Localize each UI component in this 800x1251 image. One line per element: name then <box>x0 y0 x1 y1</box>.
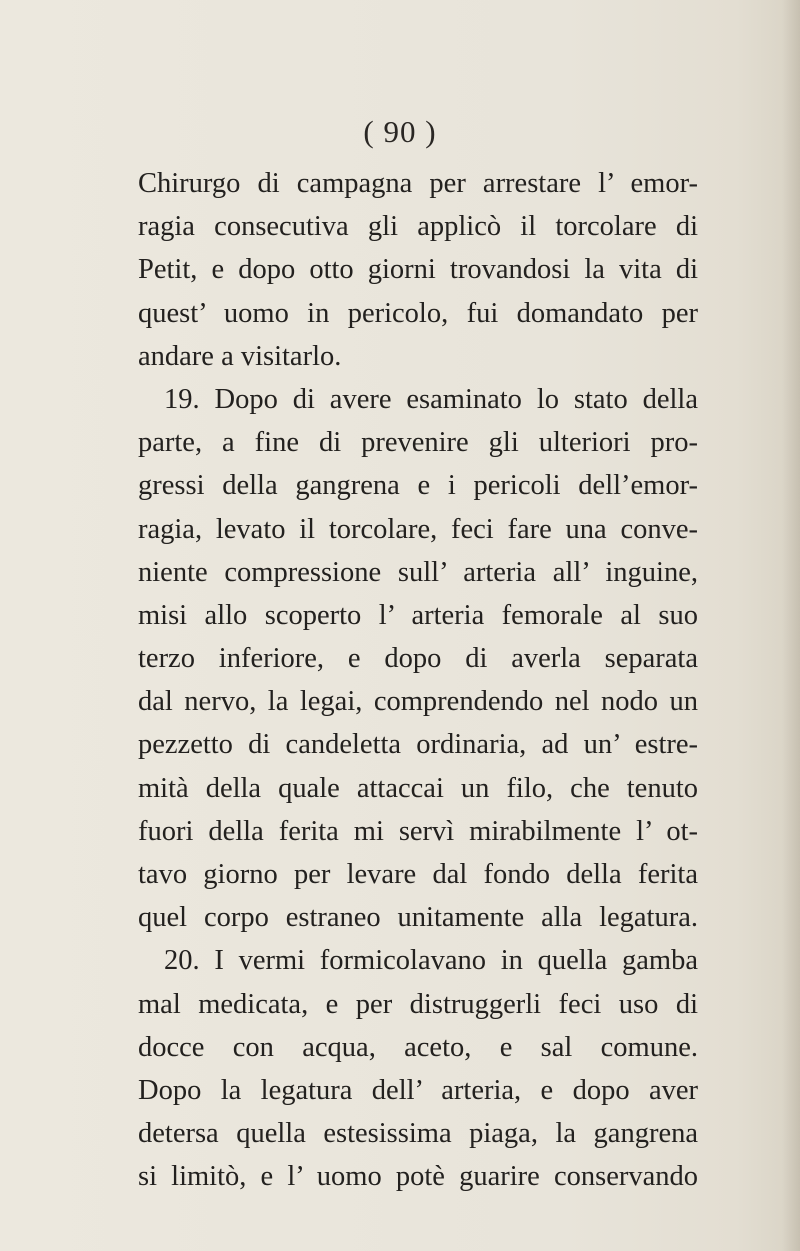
text-line: niente compressione sull’ arteria all’ inguine, <box>138 556 698 588</box>
text-line: terzo inferiore, e dopo di averla separata <box>138 643 698 675</box>
text-line: Petit, e dopo otto giorni trovandosi la vita di <box>138 254 698 286</box>
text-line: tavo giorno per levare dal fondo della ferita <box>138 859 698 890</box>
text-line: quest’ uomo in pericolo, fui domandato per <box>138 297 698 329</box>
text-line: pezzetto di candeletta ordinaria, ad un’ estre- <box>138 729 698 761</box>
text-line: gressi della gangrena e i pericoli dell’emor- <box>138 470 698 502</box>
text-line: dal nervo, la legai, comprendendo nel nodo un <box>138 686 698 718</box>
body-text <box>138 162 698 1199</box>
text-line: ragia, levato il torcolare, feci fare una conve- <box>138 513 698 545</box>
text-line: quel corpo estraneo unitamente alla legatura. <box>138 902 698 934</box>
text-line: fuori della ferita mi servì mirabilmente l’ ot- <box>138 815 698 847</box>
text-line: mità della quale attaccai un filo, che tenuto <box>138 772 698 804</box>
text-line: 19. Dopo di avere esaminato lo stato della <box>164 383 698 415</box>
text-line: ragia consecutiva gli applicò il torcolare di <box>138 211 698 243</box>
text-line: parte, a fine di prevenire gli ulteriori pro- <box>138 427 698 459</box>
text-line: detersa quella estesissima piaga, la gangrena <box>138 1118 698 1150</box>
text-line: misi allo scoperto l’ arteria femorale al suo <box>138 599 698 631</box>
page-number: ( 90 ) <box>363 114 437 149</box>
text-line: andare a visitarlo. <box>138 340 342 372</box>
text-line: Chirurgo di campagna per arrestare l’ emor- <box>138 168 698 199</box>
text-line: 20. I vermi formicolavano in quella gamba <box>164 945 698 977</box>
page-edge-shadow <box>782 0 800 1251</box>
text-line: docce con acqua, aceto, e sal comune. <box>138 1031 698 1063</box>
text-line: Dopo la legatura dell’ arteria, e dopo aver <box>138 1074 698 1106</box>
text-line: mal medicata, e per distruggerli feci uso di <box>138 988 698 1020</box>
text-line: si limitò, e l’ uomo potè guarire conservando <box>138 1161 698 1193</box>
